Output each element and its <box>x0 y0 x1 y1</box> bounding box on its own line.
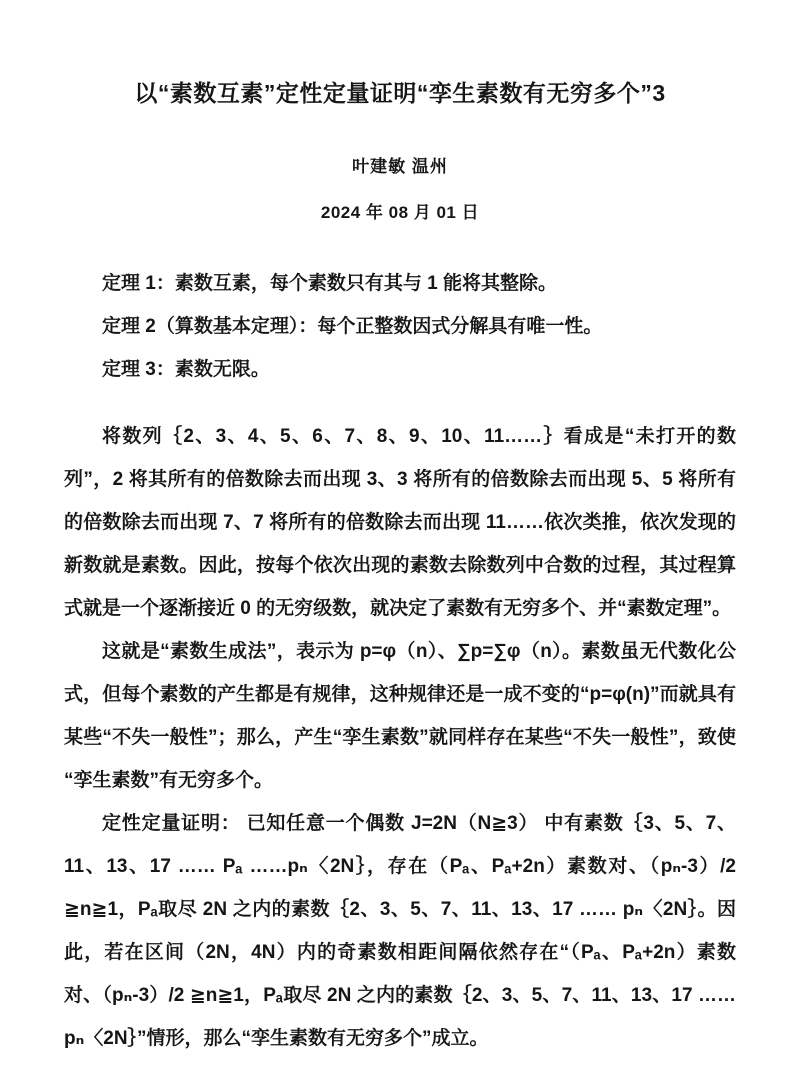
paragraph-qualitative-quantitative-proof: 定性定量证明： 已知任意一个偶数 J=2N（N≧3） 中有素数｛3、5、7、11、13、17 …… Pₐ ……pₙ〈2N｝，存在（Pₐ、Pₐ+2n）素数对、（pₙ-3）/2 ≧n≧1，Pₐ取尽 2N 之内的素数｛2、3、5、7、11、13、17 …… pₙ〈2N｝。因此，若在区间（2N，4N）内的奇素数相距间隔依然存在“（Pₐ、Pₐ+2n）素数对、（pₙ-3）/2 ≧n≧1，Pₐ取尽 2N 之内的素数｛2、3、5、7、11、13、17 …… pₙ〈2N｝”情形，那么“孪生素数有无穷多个”成立。 <box>64 813 736 1049</box>
date-line: 2024 年 08 月 01 日 <box>320 203 480 222</box>
theorem-2: 定理 2（算数基本定理）：每个正整数因式分解具有唯一性。 <box>102 316 603 337</box>
author-line: 叶建敏 温州 <box>352 157 448 176</box>
theorem-1: 定理 1：素数互素，每个素数只有其与 1 能将其整除。 <box>102 273 557 294</box>
page-title: 以“素数互素”定性定量证明“孪生素数有无穷多个”3 <box>134 80 666 106</box>
paragraph-sieve-process: 将数列｛2、3、4、5、6、7、8、9、10、11……｝看成是“未打开的数列”，2 将其所有的倍数除去而出现 3、3 将所有的倍数除去而出现 5、5 将所有的倍数除去而出现 7、7 将所有的倍数除去而出现 11……依次类推，依次发现的新数就是素数。因此，按每个依次出现的素数去除数列中合数的过程，其过程算式就是一个逐渐接近 0 的无穷级数，就决定了素数有无穷多个、并“素数定理”。 <box>64 426 736 619</box>
theorem-list <box>64 262 736 391</box>
paragraph-prime-generation: 这就是“素数生成法”，表示为 p=φ（n）、∑p=∑φ（n）。素数虽无代数化公式，但每个素数的产生都是有规律，这种规律还是一成不变的“p=φ(n)”而就具有某些“不失一般性”；那么，产生“孪生素数”就同样存在某些“不失一般性”，致使“孪生素数”有无穷多个。 <box>64 641 736 791</box>
theorem-3: 定理 3：素数无限。 <box>102 359 270 380</box>
